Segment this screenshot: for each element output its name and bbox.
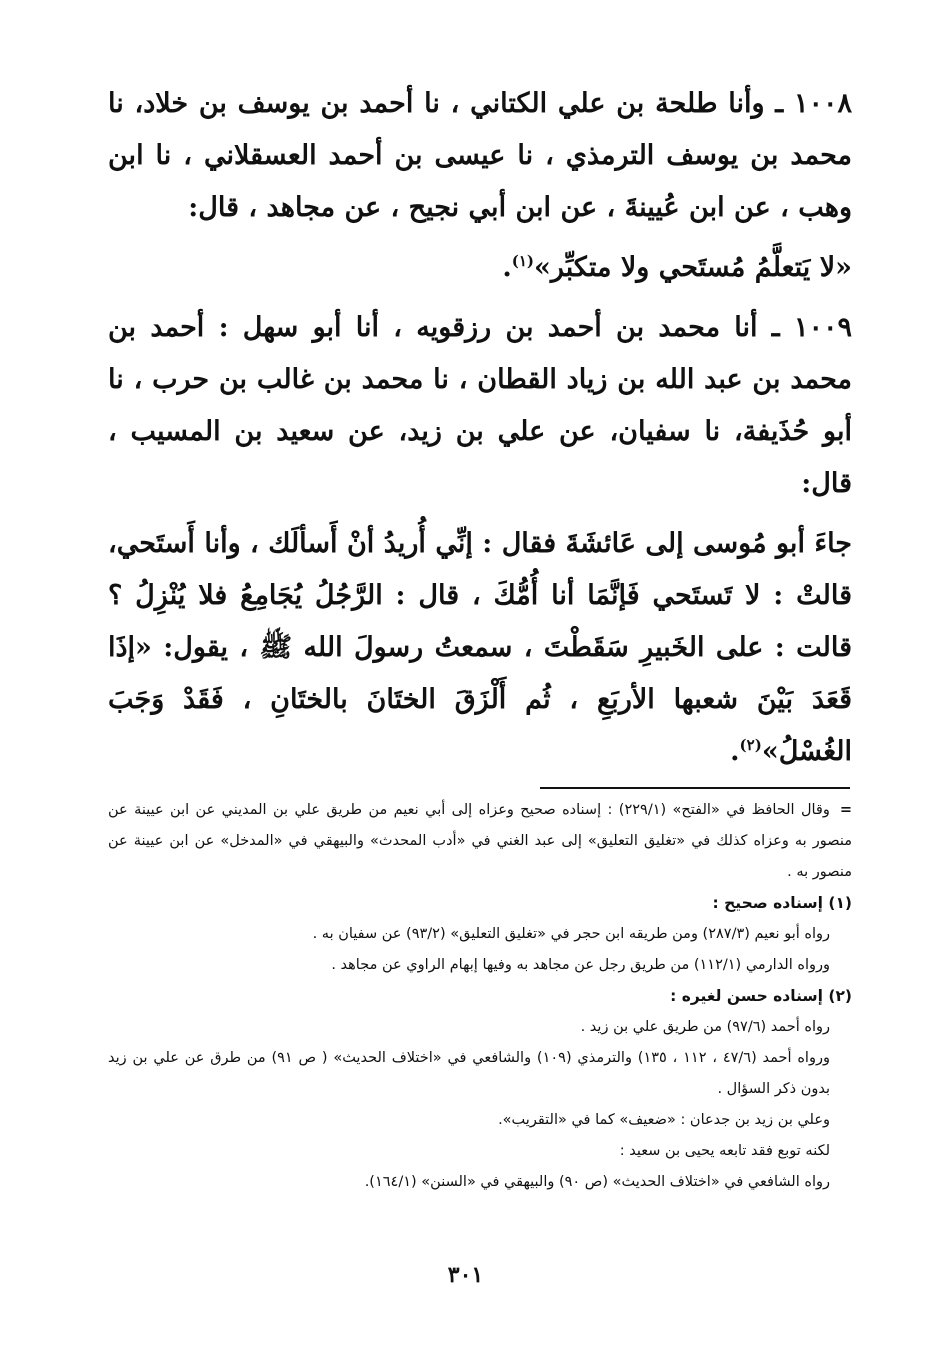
hadith-number: ١٠٠٨	[793, 88, 852, 119]
footnote-2-line: لكنه توبع فقد تابعه يحيى بن سعيد :	[619, 1143, 830, 1159]
hadith-matn: «لا يَتعلَّمُ مُستَحي ولا متكبِّر»	[534, 252, 852, 283]
end-mark: .	[730, 736, 740, 767]
footnote-2-line: رواه الشافعي في «اختلاف الحديث» (ص ٩٠) والبيهقي في «السنن» (١٦٤/١).	[364, 1174, 830, 1190]
end-mark: .	[502, 252, 512, 283]
hadith-1009-story	[108, 518, 852, 778]
footnote-divider	[540, 787, 850, 789]
footnote-ref: (٢)	[739, 736, 762, 754]
footnote-2-line: رواه أحمد (٩٧/٦) من طريق علي بن زيد .	[580, 1019, 830, 1035]
main-text	[108, 78, 852, 786]
continuation-mark: =	[839, 802, 852, 818]
hadith-isnad: ـ وأنا طلحة بن علي الكتاني ، نا أحمد بن يوسف بن خلاد، نا محمد بن يوسف الترمذي ، نا عيسى بن أحمد العسقلاني ، نا ابن وهب ، عن ابن عُيينةَ ، عن ابن أبي نجيح ، عن مجاهد ، قال:	[108, 88, 852, 223]
footnote-1-line: ورواه الدارمي (١١٢/١) من طريق رجل عن مجاهد به وفيها إبهام الراوي عن مجاهد .	[331, 957, 830, 973]
hadith-matn: «إذَا قَعَدَ بَيْنَ شعبها الأربَعِ ، ثُم أَلْزَقَ الختَانَ بالختَانِ ، فَقَدْ وَجَبَ الغُسْلُ»	[108, 632, 852, 767]
hadith-1008-quote	[108, 242, 852, 294]
hadith-number: ١٠٠٩	[793, 312, 852, 343]
footnote-text: وقال الحافظ في «الفتح» (٢٢٩/١) : إسناده صحيح وعزاه إلى أبي نعيم من طريق علي بن المديني عن ابن عيينة عن منصور به وعزاه كذلك في «تغليق التعليق» إلى عبد الغني في «أدب المحدث» والبيهقي في «المدخل» عن ابن عيينة عن منصور به .	[108, 802, 852, 880]
footnotes	[108, 795, 852, 1198]
footnote-2-heading: (٢) إسناده حسن لغيره :	[670, 987, 852, 1005]
footnote-ref: (١)	[511, 252, 535, 270]
footnote-2-line: وعلي بن زيد بن جدعان : «ضعيف» كما في «التقريب».	[498, 1112, 830, 1128]
footnote-1-line: رواه أبو نعيم (٢٨٧/٣) ومن طريقه ابن حجر في «تغليق التعليق» (٩٣/٢) عن سفيان به .	[312, 926, 830, 942]
hadith-story: جاءَ أبو مُوسى إلى عَائشَةَ فقال : إنِّي أُريدُ أنْ أَسألَك ، وأنا أَستَحي، قالتْ : لا تَستَحي فَإنَّمَا أنا أُمُّكَ ، قال : الرَّجُلُ يُجَامِعُ فلا يُنْزِلُ ؟ قالت : على الخَبيرِ سَقَطْتَ ، سمعتُ رسولَ الله ﷺ ، يقول:	[108, 528, 852, 663]
page-number: ٣٠١	[447, 1262, 484, 1288]
footnote-2-line: ورواه أحمد (٤٧/٦ ، ١١٢ ، ١٣٥) والترمذي (١٠٩) والشافعي في «اختلاف الحديث» ( ص ٩١) من طرق عن علي بن زيد بدون ذكر السؤال .	[108, 1050, 830, 1097]
hadith-isnad: ـ أنا محمد بن أحمد بن رزقويه ، أنا أبو سهل : أحمد بن محمد بن عبد الله بن زياد القطان ، نا محمد بن غالب بن حرب ، نا أبو حُذَيفة، نا سفيان، عن علي بن زيد، عن سعيد بن المسيب ، قال:	[108, 312, 852, 499]
hadith-1009	[108, 302, 852, 510]
footnote-1-heading: (١) إسناده صحيح :	[712, 894, 852, 912]
footnote-continuation	[108, 795, 852, 888]
hadith-1008	[108, 78, 852, 234]
